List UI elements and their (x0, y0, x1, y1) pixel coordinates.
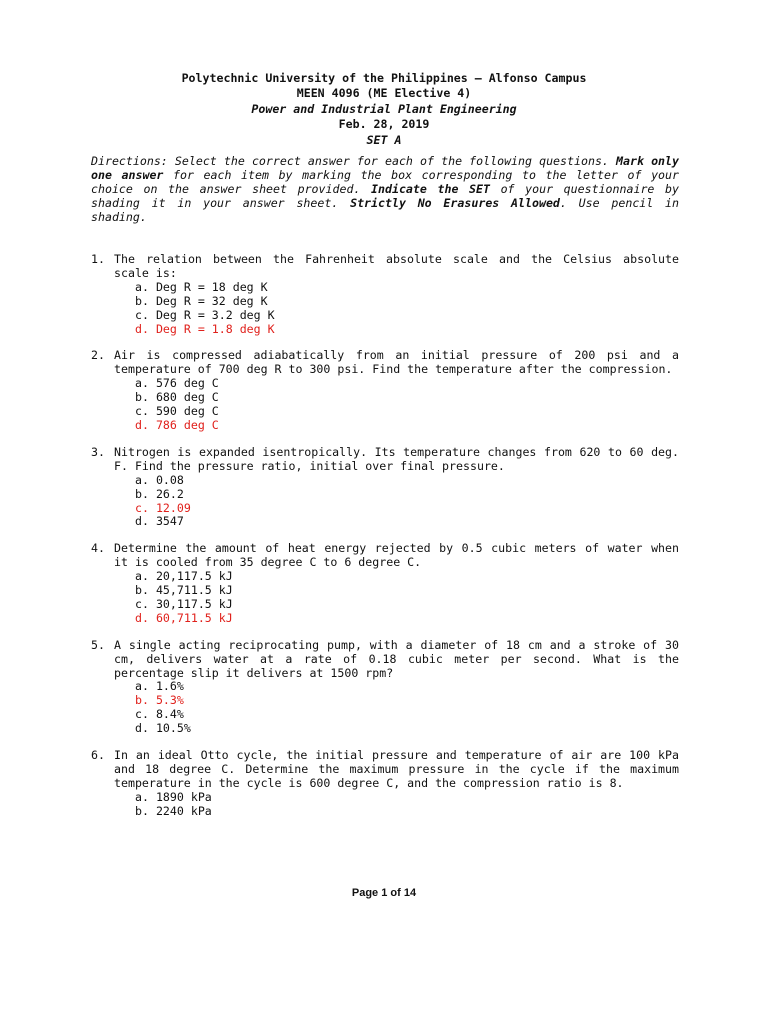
question-number: 1. (91, 252, 105, 266)
question-list (91, 253, 679, 832)
exam-set: SET A (366, 132, 402, 147)
answer-option: b. 45,711.5 kJ (135, 583, 233, 598)
answer-option: d. 10.5% (135, 721, 191, 736)
directions-part: . Use pencil in shading. (91, 195, 679, 224)
question-number: 3. (91, 444, 105, 459)
answer-options (91, 680, 679, 736)
page-number: 1 (381, 887, 388, 899)
question-text: Nitrogen is expanded isentropically. Its temperature changes from 620 to 60 deg. F. Find the pressure ratio, initial over final pressure. (114, 444, 679, 473)
question-number: 4. (91, 541, 105, 556)
correct-answer-option: d. 786 deg C (135, 417, 219, 432)
correct-answer-option: b. 5.3% (135, 693, 184, 708)
answer-option: a. Deg R = 18 deg K (135, 279, 268, 294)
answer-options (91, 570, 679, 626)
answer-options (91, 281, 679, 337)
question-text: Determine the amount of heat energy rejected by 0.5 cubic meters of water when it is cooled from 35 degree C to 6 degree C. (114, 541, 679, 570)
university-name: Polytechnic University of the Philippines – Alfonso Campus (181, 71, 587, 85)
question-text: Air is compressed adiabatically from an initial pressure of 200 psi and a temperature of 700 deg R to 300 psi. Find the temperature after the compression. (114, 348, 679, 377)
answer-option: b. 2240 kPa (135, 803, 212, 818)
answer-option: d. 3547 (135, 514, 184, 529)
question-item (91, 253, 679, 336)
answer-option: b. 680 deg C (135, 390, 219, 405)
course-title: Power and Industrial Plant Engineering (251, 101, 517, 116)
page-of-label: of (390, 887, 401, 899)
correct-answer-option: d. 60,711.5 kJ (135, 610, 233, 625)
question-text: A single acting reciprocating pump, with a diameter of 18 cm and a stroke of 30 cm, delivers water at a rate of 0.18 cubic meter per second. What is the percentage slip it delivers at 1500 rpm? (114, 637, 679, 680)
question-item (91, 349, 679, 432)
directions-part: of your questionnaire by shading it in your answer sheet. (91, 181, 679, 210)
answer-options (91, 377, 679, 433)
page-label: Page (351, 887, 379, 899)
question-item (91, 446, 679, 529)
answer-option: c. 590 deg C (135, 404, 219, 419)
exam-header (0, 71, 768, 148)
answer-option: a. 576 deg C (135, 376, 219, 391)
directions-paragraph (91, 155, 679, 225)
directions-emphasis: Indicate the SET (371, 181, 490, 196)
answer-option: c. 30,117.5 kJ (135, 596, 233, 611)
directions-part: for each item by marking the box corresponding to the letter of your choice on the answer sheet provided. (91, 167, 679, 196)
directions-emphasis: Strictly No Erasures Allowed (350, 195, 560, 210)
question-number: 2. (91, 348, 105, 363)
answer-options (91, 474, 679, 530)
answer-options (91, 791, 679, 819)
course-code: MEEN 4096 (ME Elective 4) (296, 86, 472, 101)
answer-option: c. 8.4% (135, 707, 184, 722)
question-item (91, 542, 679, 625)
question-text: In an ideal Otto cycle, the initial pressure and temperature of air are 100 kPa and 18 degree C. Determine the maximum pressure in the cycle if the maximum temperature in the cycle is 600 degree C, and the compression ratio is 8. (114, 748, 679, 790)
answer-option: a. 1890 kPa (135, 789, 212, 804)
answer-option: c. Deg R = 3.2 deg K (135, 307, 275, 322)
question-item (91, 639, 679, 736)
answer-option: b. 26.2 (135, 486, 184, 501)
answer-option: a. 1.6% (135, 679, 184, 694)
page-total: 14 (403, 887, 417, 899)
question-number: 5. (91, 637, 105, 652)
correct-answer-option: d. Deg R = 1.8 deg K (135, 321, 275, 336)
question-number: 6. (91, 748, 105, 763)
question-item (91, 749, 679, 819)
directions-part: Directions: Select the correct answer for each of the following questions. (91, 154, 617, 168)
answer-option: b. Deg R = 32 deg K (135, 293, 268, 308)
answer-option: a. 0.08 (135, 472, 184, 487)
exam-date: Feb. 28, 2019 (338, 117, 430, 132)
question-text: The relation between the Fahrenheit absolute scale and the Celsius absolute scale is: (114, 252, 679, 280)
correct-answer-option: c. 12.09 (135, 500, 191, 515)
answer-option: a. 20,117.5 kJ (135, 569, 233, 584)
directions-emphasis: Mark only one answer (91, 154, 679, 182)
page-footer (0, 887, 768, 899)
